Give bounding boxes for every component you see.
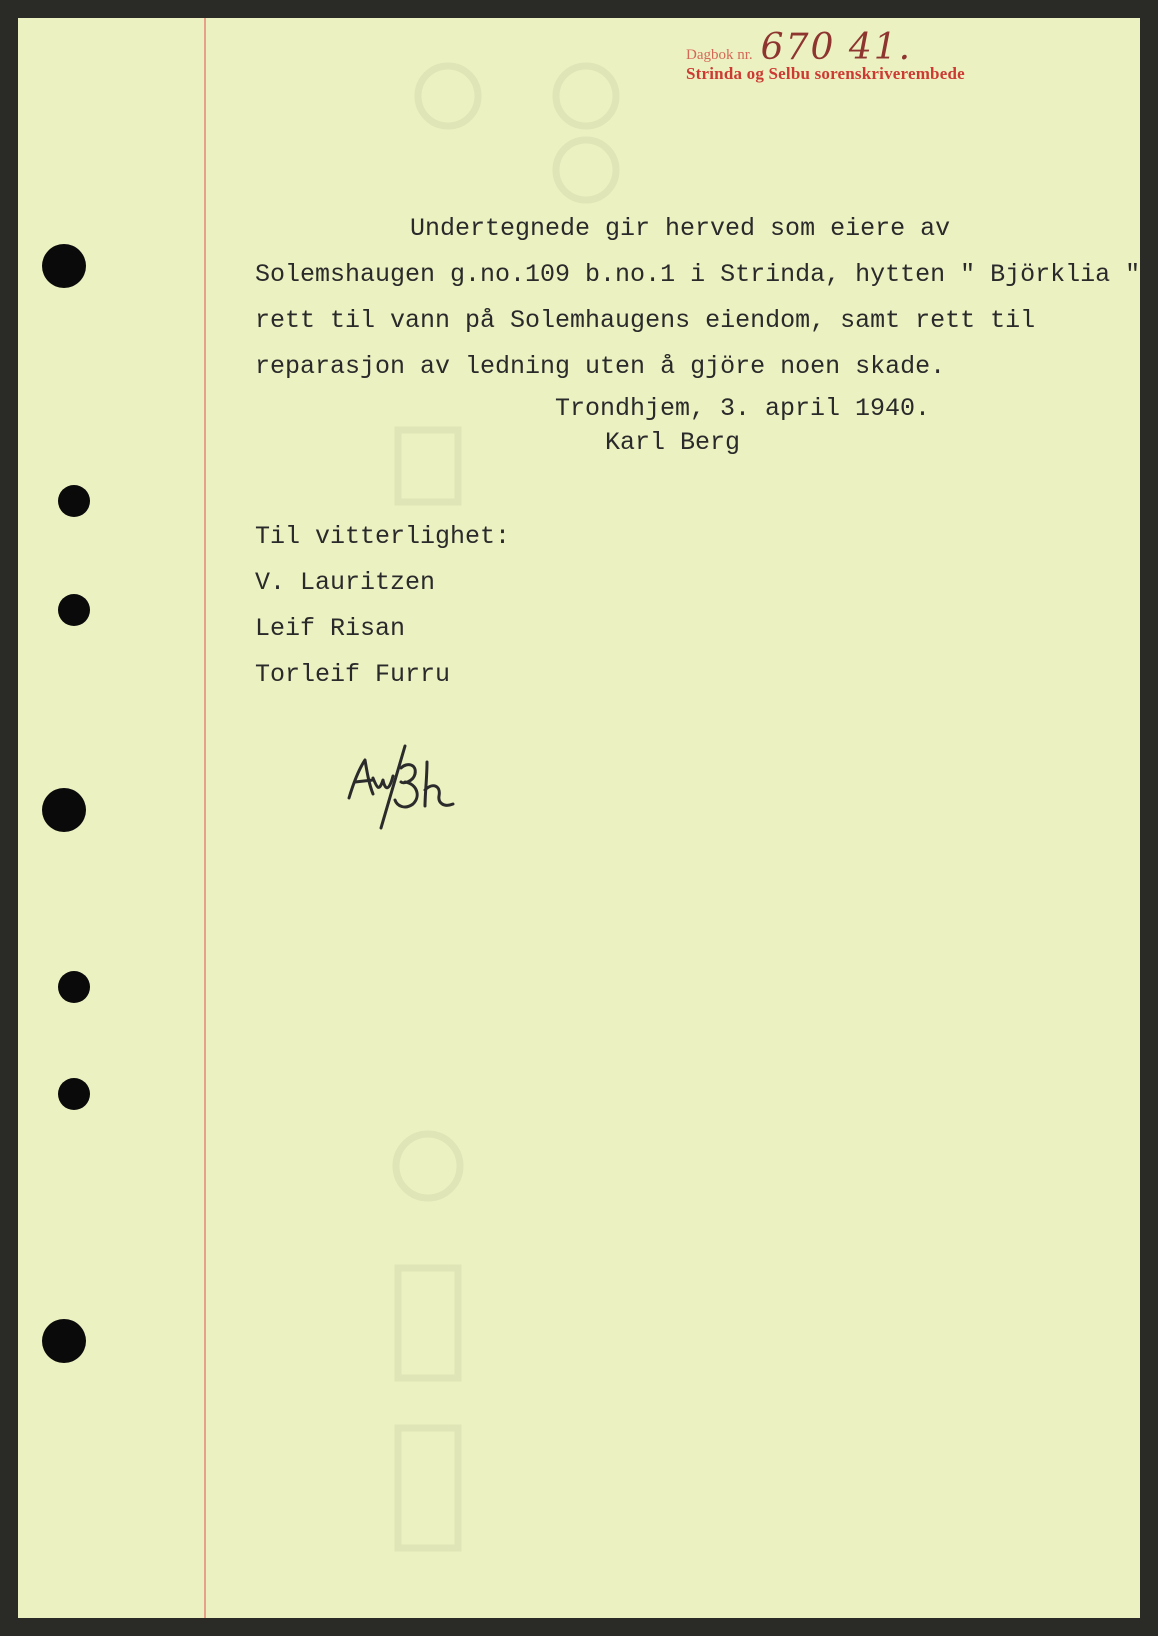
witness-name: Torleif Furru — [255, 660, 451, 689]
signatory-name: Karl Berg — [605, 428, 741, 457]
stamp-office: Strinda og Selbu sorenskriverembede — [686, 64, 965, 83]
punch-hole — [58, 485, 90, 517]
handwritten-initials — [343, 738, 473, 848]
punch-hole — [42, 244, 86, 288]
witness-name: V. Lauritzen — [255, 568, 436, 597]
place-date: Trondhjem, 3. april 1940. — [555, 394, 931, 423]
paper-watermark — [18, 18, 1140, 1618]
body-line: reparasjon av ledning uten å gjöre noen skade. — [255, 352, 946, 381]
document-page — [18, 18, 1140, 1618]
registry-stamp — [686, 27, 965, 84]
stamp-prefix: Dagbok nr. — [686, 47, 753, 63]
body-line: Undertegnede gir herved som eiere av — [410, 214, 951, 243]
punch-hole — [42, 1319, 86, 1363]
journal-number: 670 41. — [760, 27, 913, 68]
punch-hole — [58, 594, 90, 626]
witness-name: Leif Risan — [255, 614, 406, 643]
punch-hole — [58, 1078, 90, 1110]
body-line: rett til vann på Solemhaugens eiendom, samt rett til — [255, 306, 1036, 335]
witness-heading: Til vitterlighet: — [255, 522, 511, 551]
punch-hole — [42, 788, 86, 832]
punch-hole — [58, 971, 90, 1003]
body-line: Solemshaugen g.no.109 b.no.1 i Strinda, hytten " Björklia " — [255, 260, 1140, 289]
